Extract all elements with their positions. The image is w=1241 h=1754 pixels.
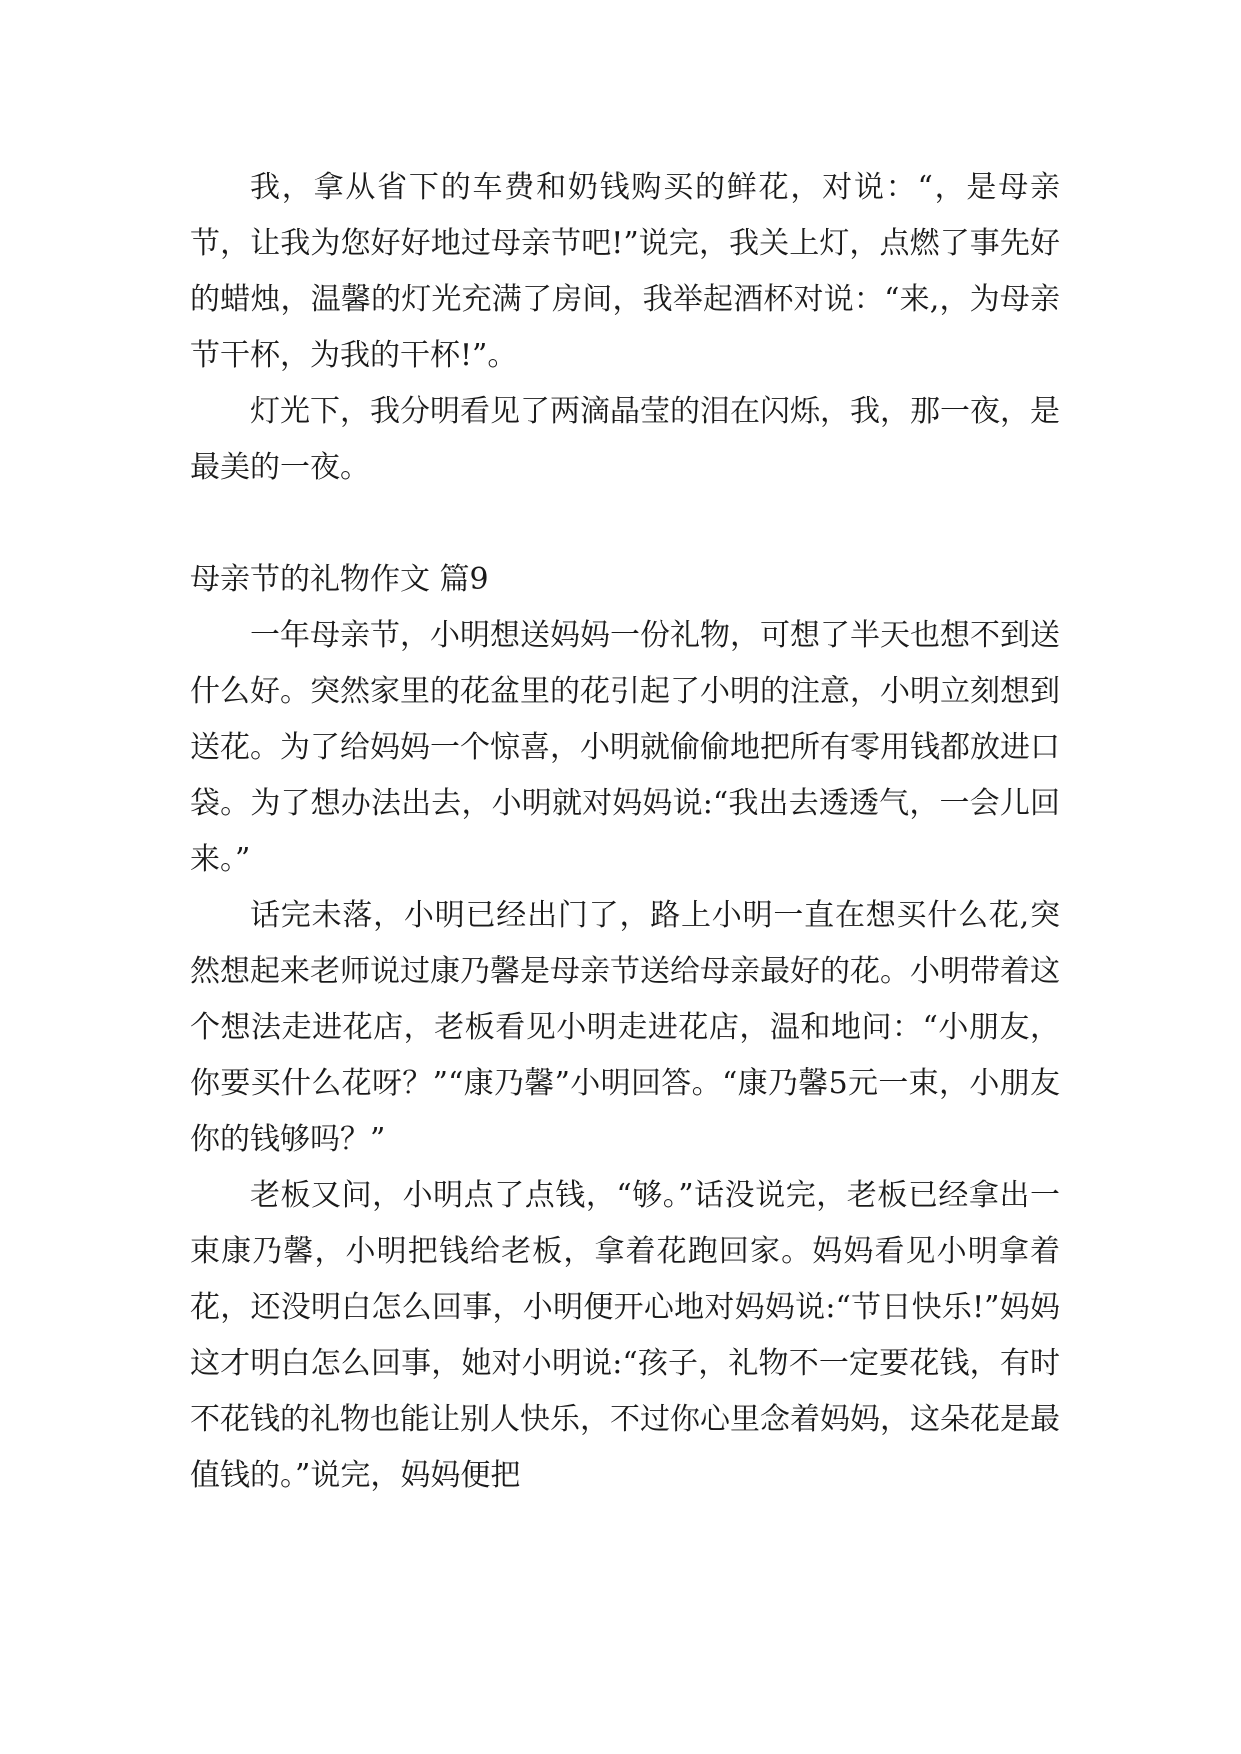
- section-heading: 母亲节的礼物作文 篇9: [190, 562, 489, 597]
- paragraph: 话完未落，小明已经出门了，路上小明一直在想买什么花,突然想起来老师说过康乃馨是母亲节送给母亲最好的花。小明带着这个想法走进花店，老板看见小明走进花店，温和地问：“小朋友，你要买什么花呀？”“康乃馨”小明回答。“康乃馨5元一束，小朋友你的钱够吗？”: [190, 898, 1060, 1157]
- document-page: [190, 160, 1060, 1504]
- section-gap: [190, 496, 1060, 552]
- paragraph: 灯光下，我分明看见了两滴晶莹的泪在闪烁，我，那一夜，是最美的一夜。: [190, 394, 1060, 485]
- paragraph: 老板又问，小明点了点钱，“够。”话没说完，老板已经拿出一束康乃馨，小明把钱给老板，拿着花跑回家。妈妈看见小明拿着花，还没明白怎么回事，小明便开心地对妈妈说:“节日快乐!”妈妈这才明白怎么回事，她对小明说:“孩子，礼物不一定要花钱，有时不花钱的礼物也能让别人快乐，不过你心里念着妈妈，这朵花是最值钱的。”说完，妈妈便把: [190, 1178, 1060, 1493]
- paragraph: 我，拿从省下的车费和奶钱购买的鲜花，对说：“，是母亲节，让我为您好好地过母亲节吧!”说完，我关上灯，点燃了事先好的蜡烛，温馨的灯光充满了房间，我举起酒杯对说：“来,，为母亲节干杯，为我的干杯!”。: [190, 170, 1060, 373]
- paragraph: 一年母亲节，小明想送妈妈一份礼物，可想了半天也想不到送什么好。突然家里的花盆里的花引起了小明的注意，小明立刻想到送花。为了给妈妈一个惊喜，小明就偷偷地把所有零用钱都放进口袋。为了想办法出去，小明就对妈妈说:“我出去透透气，一会儿回来。”: [190, 618, 1060, 877]
